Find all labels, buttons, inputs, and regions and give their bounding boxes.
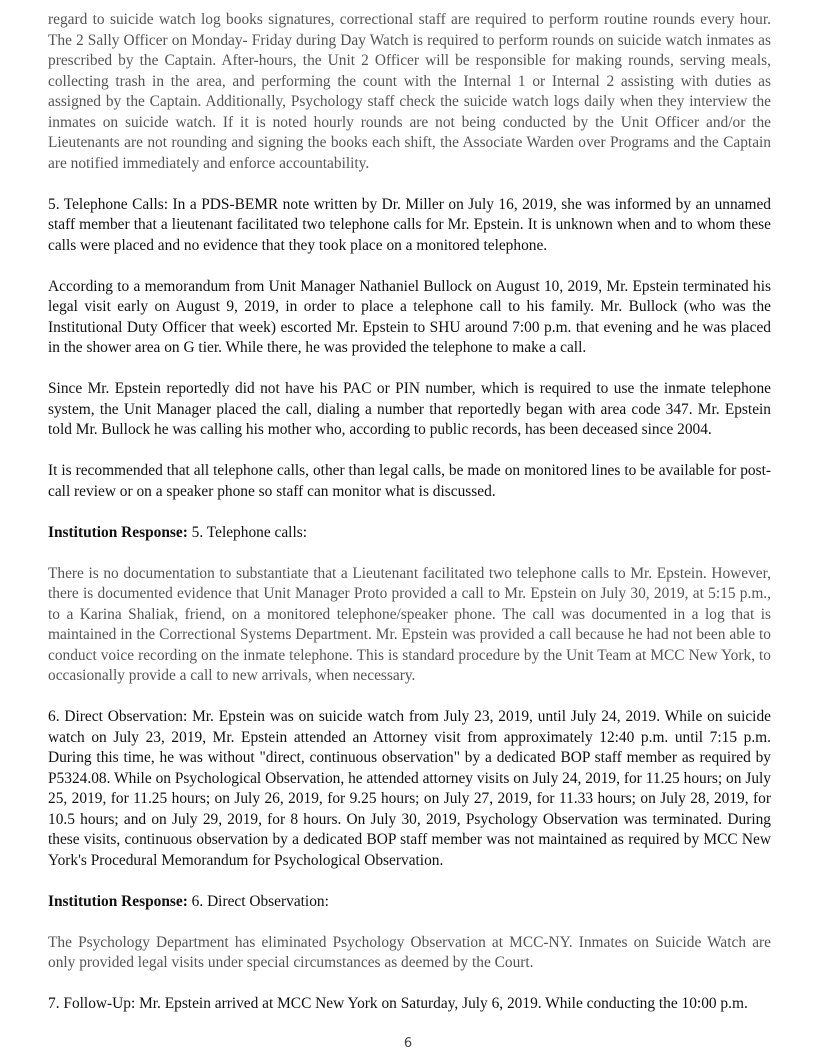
paragraph-response-telephone: There is no documentation to substantiate that a Lieutenant facilitated two telephone calls to Mr. Epstein. However, there is documented evidence that Unit Manager Proto provided a call to Mr. Epstein on July 30, 2019, at 5:15 p.m., to a Karina Shaliak, friend, on a monitored telephone/speaker phone. The call was documented in a log that is maintained in the Correctional Systems Department. Mr. Epstein was provided a call because he had not been able to conduct voice recording on the inmate telephone. This is standard procedure by the Unit Team at MCC New York, to occasionally provide a call to new arrivals, when necessary. (48, 564, 771, 684)
response-label: Institution Response: (48, 523, 188, 541)
paragraph-telephone-calls: 5. Telephone Calls: In a PDS-BEMR note written by Dr. Miller on July 16, 2019, she was informed by an unnamed staff member that a lieutenant facilitated two telephone calls for Mr. Epstein. It is unknown when and to whom these calls were placed and no evidence that they took place on a monitored telephone. (48, 195, 771, 254)
response-topic: 5. Telephone calls: (187, 523, 307, 541)
response-topic: 6. Direct Observation: (187, 892, 329, 910)
paragraph-bullock-memo: According to a memorandum from Unit Manager Nathaniel Bullock on August 10, 2019, Mr. Epstein terminated his legal visit early on August 9, 2019, in order to place a telephone call to his family. Mr. Bullock (who was the Institutional Duty Officer that week) escorted Mr. Epstein to SHU around 7:00 p.m. that evening and he was placed in the shower area on G tier. While there, he was provided the telephone to make a call. (48, 277, 771, 356)
response-label: Institution Response: (48, 892, 188, 910)
page-number: 6 (403, 1036, 413, 1051)
paragraph-pin-number: Since Mr. Epstein reportedly did not have his PAC or PIN number, which is required to use the inmate telephone system, the Unit Manager placed the call, dialing a number that reportedly began with area code 347. Mr. Epstein told Mr. Bullock he was calling his mother who, according to public records, has been deceased since 2004. (48, 380, 771, 438)
paragraph-follow-up: 7. Follow-Up: Mr. Epstein arrived at MCC New York on Saturday, July 6, 2019. While conducting the 10:00 p.m. (48, 995, 748, 1012)
institution-response-heading-6 (48, 892, 771, 913)
paragraph-recommendation: It is recommended that all telephone calls, other than legal calls, be made on monitored lines to be available for post-call review or on a speaker phone so staff can monitor what is discussed. (48, 462, 771, 500)
document-body (48, 10, 771, 1035)
institution-response-heading-5 (48, 523, 771, 544)
paragraph-direct-observation: 6. Direct Observation: Mr. Epstein was on suicide watch from July 23, 2019, until July 24, 2019. While on suicide watch on July 23, 2019, Mr. Epstein attended an Attorney visit from approximately 12:40 p.m. until 7:15 p.m. During this time, he was without "direct, continuous observation" by a dedicated BOP staff member as required by P5324.08. While on Psychological Observation, he attended attorney visits on July 24, 2019, for 11.25 hours; on July 25, 2019, for 11.25 hours; on July 26, 2019, for 9.25 hours; on July 27, 2019, for 11.33 hours; on July 28, 2019, for 10.5 hours; and on July 29, 2019, for 8 hours. On July 30, 2019, Psychology Observation was terminated. During these visits, continuous observation by a dedicated BOP staff member was not maintained as required by MCC New York's Procedural Memorandum for Psychological Observation. (48, 708, 771, 869)
paragraph-response-observation: The Psychology Department has eliminated Psychology Observation at MCC-NY. Inmates on Suicide Watch are only provided legal visits under special circumstances as deemed by the Court. (48, 933, 771, 971)
paragraph-suicide-watch-rounds: regard to suicide watch log books signatures, correctional staff are required to perform routine rounds every hour. The 2 Sally Officer on Monday- Friday during Day Watch is required to perform rounds on suicide watch inmates as prescribed by the Captain. After-hours, the Unit 2 Officer will be responsible for making rounds, serving meals, collecting trash in the area, and performing the count with the Internal 1 or Internal 2 assisting with duties as assigned by the Captain. Additionally, Psychology staff check the suicide watch logs daily when they interview the inmates on suicide watch. If it is noted hourly rounds are not being conducted by the Unit Officer and/or the Lieutenants are not rounding and signing the books each shift, the Associate Warden over Programs and the Captain are notified immediately and enforce accountability. (48, 11, 771, 172)
